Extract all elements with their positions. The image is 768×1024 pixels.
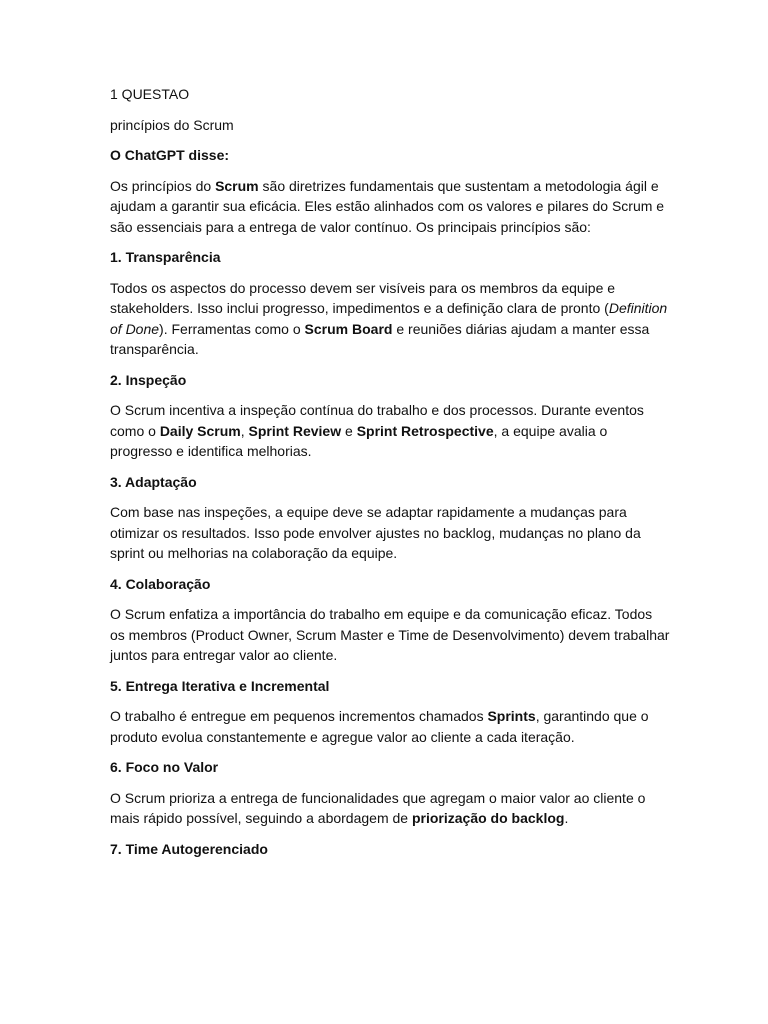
section-paragraph-1 [110,278,670,360]
intro-text-2: são diretrizes fundamentais que sustentam a metodologia ágil e ajudam a garantir sua eficácia. Eles estão alinhados com os valores e pilares do Scrum e são essenciais para a entrega de valor contínuo. Os principais princípios são: [110,177,665,235]
section-heading-1: 1. Transparência [110,249,221,265]
s2-text-1: O Scrum incentiva a inspeção contínua do trabalho e dos processos. Durante eventos como o [110,402,644,439]
s2-text-3: e [341,422,357,439]
section-paragraph-5 [110,706,670,747]
prompt-text: princípios do Scrum [110,116,234,133]
s1-text-1: Todos os aspectos do processo devem ser visíveis para os membros da equipe e stakeholders. Isso inclui progresso, impedimentos e a definição clara de pronto ( [110,279,616,316]
intro-bold-scrum: Scrum [215,177,259,194]
section-heading-6: 6. Foco no Valor [110,759,219,775]
s6-bold-backlog: priorização do backlog [411,810,565,826]
section-heading-2: 2. Inspeção [110,371,187,388]
chatgpt-label: O ChatGPT disse: [110,147,230,163]
s1-bold-scrum-board: Scrum Board [304,320,393,337]
s2-bold-daily-scrum: Daily Scrum [159,422,241,439]
s2-text-4: , a equipe avalia o progresso e identifica melhorias. [110,422,608,459]
s6-text-2: . [564,810,569,826]
s2-bold-sprint-retrospective: Sprint Retrospective [356,422,494,439]
s2-bold-sprint-review: Sprint Review [248,422,342,439]
intro-text-1: Os princípios do [110,177,216,194]
section-paragraph-6 [110,788,670,829]
s5-text-2: , garantindo que o produto evolua constantemente e agregue valor ao cliente a cada iteração. [110,708,649,745]
document-page [110,84,670,869]
s5-bold-sprints: Sprints [487,708,536,724]
section-heading-5: 5. Entrega Iterativa e Incremental [110,677,330,694]
section-heading-3: 3. Adaptação [110,473,197,490]
s1-text-2: ). Ferramentas como o [159,320,305,337]
section-paragraph-4: O Scrum enfatiza a importância do trabalho em equipe e da comunicação eficaz. Todos os membros (Product Owner, Scrum Master e Time de Desenvolvimento) devem trabalhar juntos para entregar valor ao cliente. [110,606,670,663]
intro-paragraph [110,176,670,238]
s5-text-1: O trabalho é entregue em pequenos incrementos chamados [110,708,488,724]
s2-text-2: , [240,422,249,439]
section-heading-7: 7. Time Autogerenciado [110,840,268,857]
section-heading-4: 4. Colaboração [110,575,211,592]
question-label: 1 QUESTAO [110,86,190,102]
section-paragraph-2 [110,400,670,462]
s6-text-1: O Scrum prioriza a entrega de funcionalidades que agregam o maior valor ao cliente o mais rápido possível, seguindo a abordagem de [110,789,646,826]
section-paragraph-3: Com base nas inspeções, a equipe deve se adaptar rapidamente a mudanças para otimizar os resultados. Isso pode envolver ajustes no backlog, mudanças no plano da sprint ou melhorias na colaboração da equipe. [110,504,641,561]
s1-text-3: e reuniões diárias ajudam a manter essa transparência. [110,320,650,357]
s1-italic-dod: Definition of Done [110,300,668,337]
